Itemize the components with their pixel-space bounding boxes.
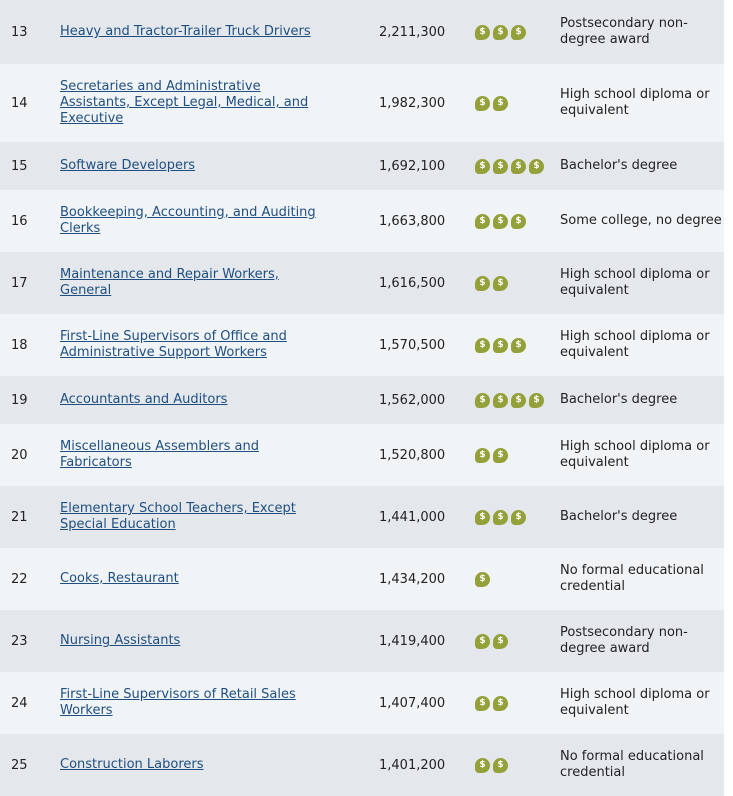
employment-cell: 1,982,300 (379, 95, 446, 111)
dollar-coin-icon: $ (511, 393, 526, 408)
dollar-coin-icon: $ (475, 696, 490, 711)
education-cell: High school diploma or equivalent (560, 267, 710, 298)
median-pay-cell (474, 159, 560, 174)
occupation-link[interactable]: Accountants and Auditors (60, 392, 228, 407)
education-cell: Postsecondary non- degree award (560, 16, 688, 47)
occupation-cell (60, 79, 372, 127)
dollar-coin-icon: $ (475, 572, 490, 587)
education-cell: Bachelor's degree (560, 509, 678, 524)
employment-cell: 1,419,400 (379, 633, 446, 649)
dollar-coin-icon: $ (493, 510, 508, 525)
table-row (0, 64, 724, 142)
median-pay-cell (474, 572, 560, 587)
dollar-coin-icon: $ (511, 338, 526, 353)
dollar-coin-icon: $ (475, 96, 490, 111)
dollar-coin-icon: $ (493, 758, 508, 773)
dollar-coin-icon: $ (475, 448, 490, 463)
occupation-cell (60, 501, 372, 533)
education-cell: Bachelor's degree (560, 392, 678, 407)
occupation-cell (60, 392, 372, 408)
rank-cell: 19 (11, 392, 28, 408)
dollar-coin-icon: $ (493, 159, 508, 174)
occupation-cell (60, 267, 372, 299)
dollar-coin-icon: $ (475, 758, 490, 773)
occupation-cell (60, 205, 372, 237)
table-row (0, 252, 724, 314)
rank-cell: 17 (11, 275, 28, 291)
rank-cell: 18 (11, 337, 28, 353)
occupation-link[interactable]: First-Line Supervisors of Retail Sales Workers (60, 687, 296, 718)
median-pay-cell (474, 510, 560, 525)
occupation-cell (60, 329, 372, 361)
occupation-link[interactable]: Heavy and Tractor-Trailer Truck Drivers (60, 24, 311, 39)
dollar-coin-icon: $ (475, 338, 490, 353)
dollar-coin-icon: $ (475, 214, 490, 229)
dollar-coin-icon: $ (493, 96, 508, 111)
table-row (0, 548, 724, 610)
dollar-coin-icon: $ (511, 214, 526, 229)
median-pay-cell (474, 338, 560, 353)
employment-cell: 1,434,200 (379, 571, 446, 587)
dollar-coin-icon: $ (493, 448, 508, 463)
rank-cell: 22 (11, 571, 28, 587)
occupation-cell (60, 439, 372, 471)
employment-cell: 1,663,800 (379, 213, 446, 229)
dollar-coin-icon: $ (493, 338, 508, 353)
education-cell: No formal educational credential (560, 563, 704, 594)
dollar-coin-icon: $ (475, 510, 490, 525)
education-cell: High school diploma or equivalent (560, 439, 710, 470)
employment-cell: 1,570,500 (379, 337, 446, 353)
education-cell: No formal educational credential (560, 749, 704, 780)
median-pay-cell (474, 696, 560, 711)
table-row (0, 672, 724, 734)
table-row (0, 486, 724, 548)
rank-cell: 23 (11, 633, 28, 649)
median-pay-cell (474, 634, 560, 649)
dollar-coin-icon: $ (475, 25, 490, 40)
education-cell: High school diploma or equivalent (560, 87, 710, 118)
table-row (0, 314, 724, 376)
education-cell: High school diploma or equivalent (560, 687, 710, 718)
employment-cell: 1,401,200 (379, 757, 446, 773)
occupation-link[interactable]: Software Developers (60, 158, 196, 173)
dollar-coin-icon: $ (493, 214, 508, 229)
occupation-cell (60, 24, 372, 40)
dollar-coin-icon: $ (493, 276, 508, 291)
table-row (0, 190, 724, 252)
occupation-link[interactable]: Secretaries and Administrative Assistants, Except Legal, Medical, and Executive (60, 79, 309, 126)
rank-cell: 21 (11, 509, 28, 525)
dollar-coin-icon: $ (493, 393, 508, 408)
education-cell: Some college, no degree (560, 213, 722, 228)
occupation-link[interactable]: Nursing Assistants (60, 633, 181, 648)
median-pay-cell (474, 758, 560, 773)
dollar-coin-icon: $ (511, 510, 526, 525)
dollar-coin-icon: $ (475, 393, 490, 408)
occupation-link[interactable]: Cooks, Restaurant (60, 571, 179, 586)
median-pay-cell (474, 276, 560, 291)
employment-cell: 1,692,100 (379, 158, 446, 174)
dollar-coin-icon: $ (511, 159, 526, 174)
table-row (0, 376, 724, 424)
rank-cell: 24 (11, 695, 28, 711)
rank-cell: 16 (11, 213, 28, 229)
employment-cell: 1,407,400 (379, 695, 446, 711)
occupation-link[interactable]: Bookkeeping, Accounting, and Auditing Clerks (60, 205, 316, 236)
education-cell: High school diploma or equivalent (560, 329, 710, 360)
occupation-cell (60, 571, 372, 587)
dollar-coin-icon: $ (475, 159, 490, 174)
table-row (0, 424, 724, 486)
employment-cell: 1,562,000 (379, 392, 446, 408)
occupation-cell (60, 158, 372, 174)
education-cell: Postsecondary non- degree award (560, 625, 688, 656)
dollar-coin-icon: $ (529, 159, 544, 174)
employment-cell: 1,520,800 (379, 447, 446, 463)
dollar-coin-icon: $ (493, 696, 508, 711)
table-row (0, 142, 724, 190)
median-pay-cell (474, 25, 560, 40)
dollar-coin-icon: $ (475, 276, 490, 291)
rank-cell: 25 (11, 757, 28, 773)
table-row (0, 734, 724, 796)
median-pay-cell (474, 214, 560, 229)
occupation-link[interactable]: Miscellaneous Assemblers and Fabricators (60, 439, 259, 470)
dollar-coin-icon: $ (475, 634, 490, 649)
rank-cell: 20 (11, 447, 28, 463)
occupation-link[interactable]: Maintenance and Repair Workers, General (60, 267, 279, 298)
median-pay-cell (474, 448, 560, 463)
median-pay-cell (474, 96, 560, 111)
table-row (0, 0, 724, 64)
table-row (0, 610, 724, 672)
occupation-cell (60, 687, 372, 719)
median-pay-cell (474, 393, 560, 408)
rank-cell: 14 (11, 95, 28, 111)
rank-cell: 13 (11, 24, 28, 40)
occupation-cell (60, 633, 372, 649)
employment-cell: 2,211,300 (379, 24, 446, 40)
dollar-coin-icon: $ (493, 634, 508, 649)
education-cell: Bachelor's degree (560, 158, 678, 173)
rank-cell: 15 (11, 158, 28, 174)
dollar-coin-icon: $ (493, 25, 508, 40)
dollar-coin-icon: $ (511, 25, 526, 40)
employment-cell: 1,616,500 (379, 275, 446, 291)
occupation-link[interactable]: Elementary School Teachers, Except Special Education (60, 501, 296, 532)
occupation-link[interactable]: Construction Laborers (60, 757, 204, 772)
dollar-coin-icon: $ (529, 393, 544, 408)
occupation-link[interactable]: First-Line Supervisors of Office and Administrative Support Workers (60, 329, 287, 360)
occupation-cell (60, 757, 372, 773)
employment-cell: 1,441,000 (379, 509, 446, 525)
